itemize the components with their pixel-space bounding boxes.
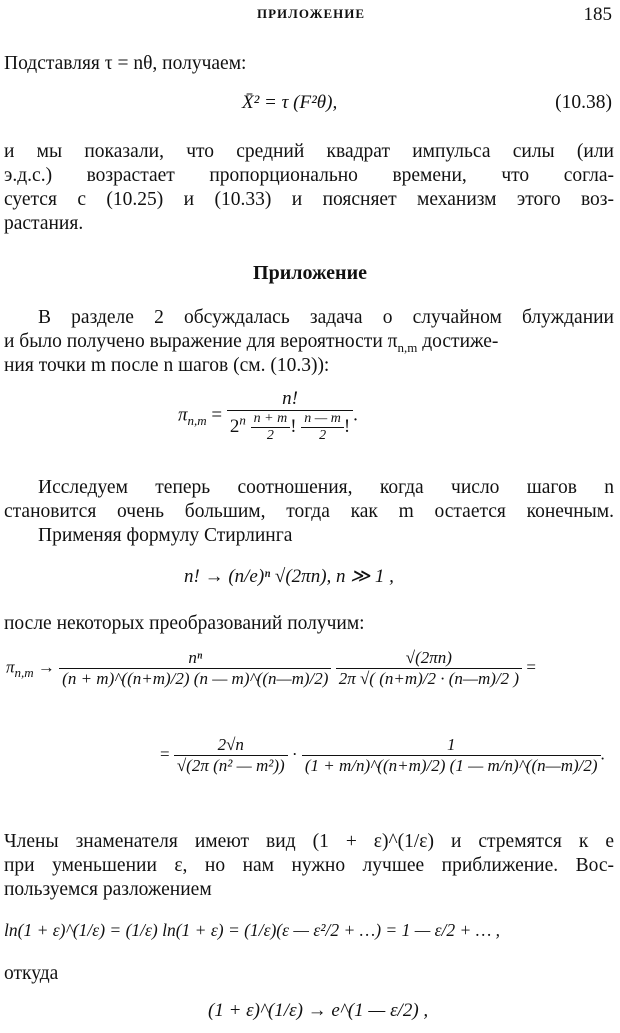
eq-lhs: π	[6, 657, 15, 677]
equation-pi-asymptotic-cont	[160, 735, 605, 776]
paragraph-line: В разделе 2 обсуждалась задача о случайном блуждании	[38, 307, 614, 328]
paragraph-line: пользуемся разложением	[4, 879, 212, 900]
paragraph-line: э.д.с.) возрастает пропорционально времени, что согла-	[4, 165, 614, 186]
equation-10-38: X̄² = τ (F²θ),	[242, 92, 338, 113]
period: .	[600, 744, 605, 764]
paragraph-line: при уменьшении ε, но нам нужно лучшее приближение. Вос-	[4, 855, 614, 876]
equation-log-expansion: ln(1 + ε)^(1/ε) = (1/ε) ln(1 + ε) = (1/ε)(ε — ε²/2 + …) = 1 — ε/2 + … ,	[4, 920, 501, 940]
paragraph-line: Члены знаменателя имеют вид (1 + ε)^(1/ε) и стремятся к e	[4, 831, 614, 852]
equation-stirling: n! → (n/e)ⁿ √(2πn), n ≫ 1 ,	[184, 566, 394, 587]
text-run: достиже-	[417, 331, 499, 352]
paragraph-line: Применяя формулу Стирлинга	[38, 525, 293, 546]
base: 2	[229, 415, 240, 437]
equation-final: (1 + ε)^(1/ε) → e^(1 — ε/2) ,	[208, 1000, 429, 1021]
fraction	[59, 648, 331, 689]
equation-pi-nm: $\pi_{n,m}$ = n! 2$^n$ $\frac{n + m}{2}$ ! $\frac{n — m}{2}$ ! .	[178, 388, 358, 443]
fraction	[174, 735, 288, 776]
paragraph-line: после некоторых преобразований получим:	[4, 613, 365, 634]
equals: =	[526, 657, 536, 677]
fraction	[336, 648, 522, 689]
equals: =	[160, 744, 170, 764]
denominator: 2$^n$ $\frac{n + m}{2}$ ! $\frac{n — m}{2}$ !	[227, 410, 353, 444]
paragraph-line: откуда	[4, 963, 59, 984]
exponent: n	[239, 412, 246, 428]
denominator: (1 + m/n)^((n+m)/2) (1 — m/n)^((n—m)/2)	[302, 755, 601, 776]
paragraph-line: суется с (10.25) и (10.33) и поясняет механизм этого воз-	[4, 189, 614, 210]
paragraph-line: Исследуем теперь соотношения, когда число шагов n	[38, 477, 614, 498]
numerator: n!	[282, 388, 298, 409]
eq-lhs: π	[178, 404, 188, 426]
fraction	[251, 411, 291, 444]
numerator: nⁿ	[188, 648, 203, 667]
text-run: и было получено выражение для вероятности π	[4, 331, 398, 352]
paragraph-line: становится очень большим, тогда как m остается конечным.	[4, 501, 614, 522]
fraction	[227, 388, 353, 444]
numerator: n + m	[253, 411, 288, 426]
numerator: 2√n	[217, 735, 244, 754]
equation-pi-asymptotic	[6, 648, 536, 689]
equation-number: (10.38)	[555, 92, 612, 113]
paragraph-line: растания.	[4, 213, 84, 234]
subscript: n,m	[397, 339, 418, 355]
denominator: √(2π (n² — m²))	[174, 755, 288, 776]
denominator: (n + m)^((n+m)/2) (n — m)^((n—m)/2)	[59, 668, 331, 689]
page-header	[0, 4, 620, 26]
denominator: 2π √( (n+m)/2 · (n—m)/2 )	[336, 668, 522, 689]
section-heading: Приложение	[253, 262, 367, 284]
dot: ·	[291, 744, 298, 764]
eq-lhs-sub: n,m	[14, 664, 34, 680]
page-number: 185	[583, 4, 612, 25]
fraction	[301, 411, 344, 444]
numerator: 1	[446, 735, 456, 754]
paragraph-line: ния точки m после n шагов (см. (10.3)):	[4, 355, 330, 376]
paragraph-line: и мы показали, что средний квадрат импульса силы (или	[4, 141, 614, 162]
eq-lhs-sub: n,m	[187, 413, 207, 429]
arrow: →	[37, 657, 55, 677]
numerator: √(2πn)	[405, 648, 452, 667]
fraction	[302, 735, 601, 776]
denominator: 2	[251, 427, 291, 444]
paragraph-line: Подставляя τ = nθ, получаем:	[4, 53, 247, 74]
numerator: n — m	[304, 411, 341, 426]
running-title: ПРИЛОЖЕНИЕ	[257, 6, 366, 21]
denominator: 2	[301, 427, 344, 444]
